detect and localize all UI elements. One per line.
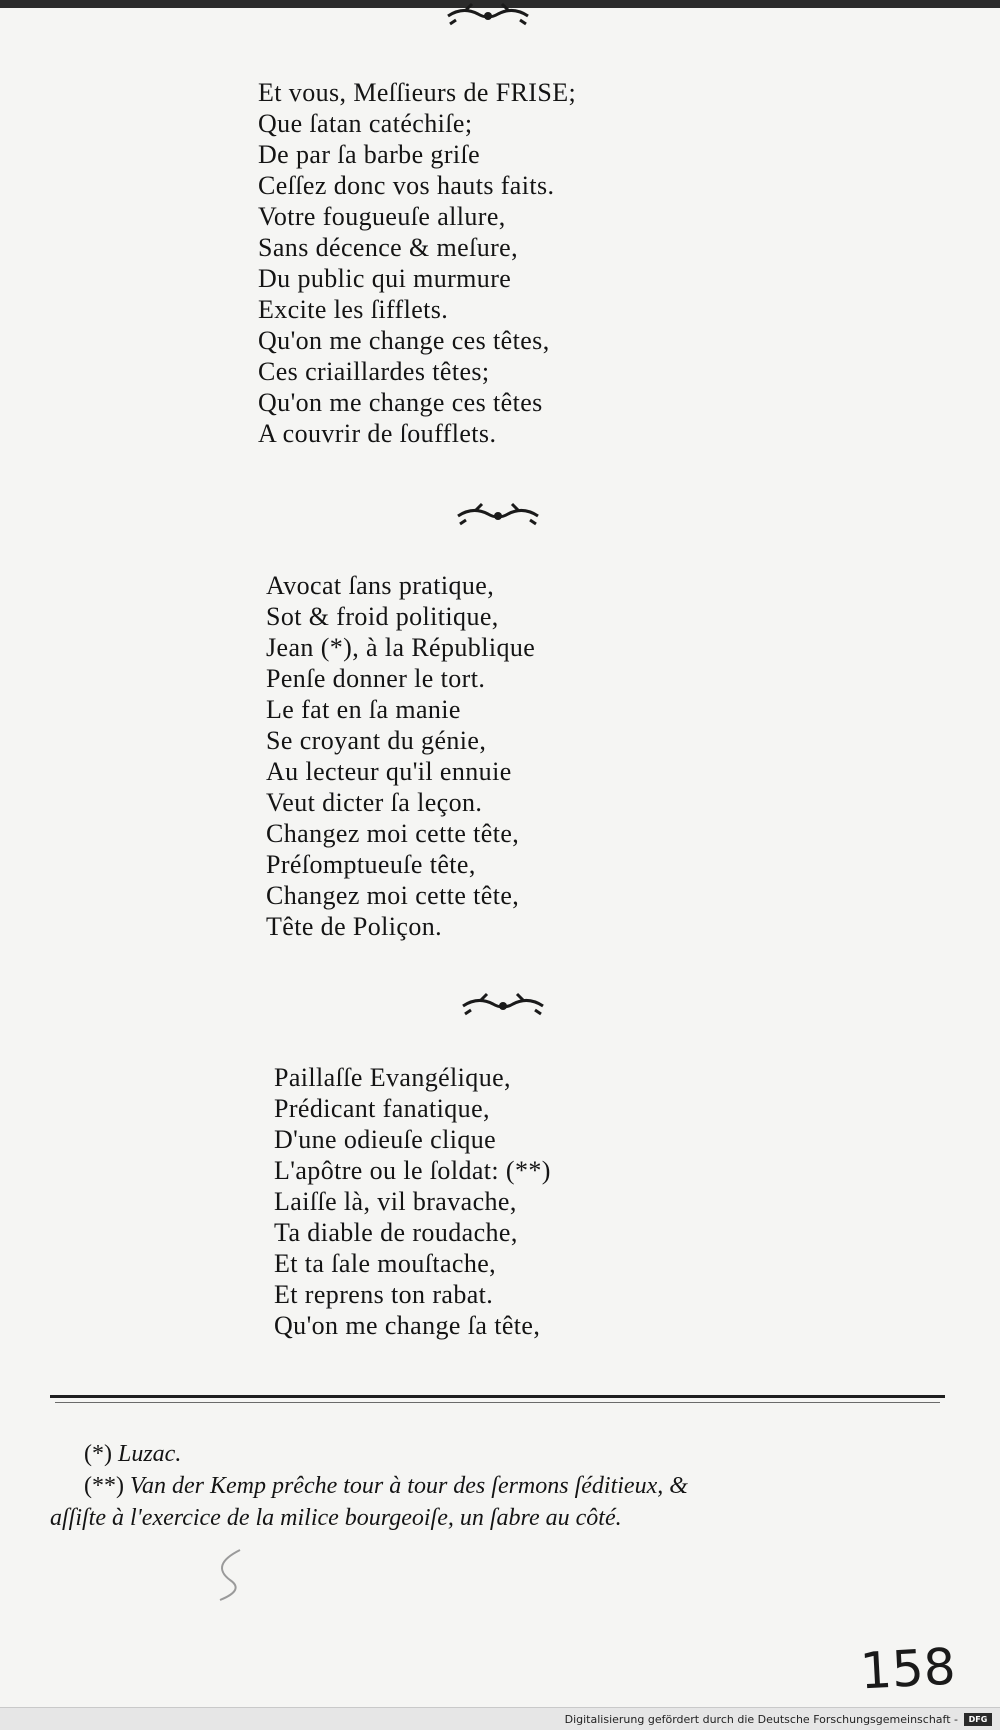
footnote-text: Luzac. [117,1441,182,1467]
verse-line: Paillaſſe Evangélique, [274,1063,511,1092]
credit-strip [0,1707,1000,1730]
footnote-separator-rule-thin [55,1402,940,1403]
verse-line: Qu'on me change ces têtes [258,388,543,417]
verse-line: Changez moi cette tête, [266,819,520,848]
stanza-2 [266,570,535,942]
footnotes [50,1438,950,1534]
footnote-mark: (*) [84,1441,112,1467]
verse-line: Sans décence & meſure, [258,233,519,262]
verse-line: Ta diable de roudache, [274,1218,518,1247]
dfg-logo: DFG [964,1713,992,1726]
footnote-text: aſſiſte à l'exercice de la milice bourgeoiſe, un ſabre au côté. [50,1505,622,1531]
verse-line: Que ſatan catéchiſe; [258,109,473,138]
stanza-3 [274,1062,551,1341]
verse-line: Penſe donner le tort. [266,664,486,693]
verse-line: Et ta ſale mouſtache, [274,1249,497,1278]
stanza-1 [258,77,576,449]
verse-line: De par ſa barbe griſe [258,140,481,169]
verse-line: D'une odieuſe clique [274,1125,497,1154]
verse-line: Qu'on me change ſa tête, [274,1311,541,1340]
verse-line: L'apôtre ou le ſoldat: (**) [274,1156,551,1185]
verse-line: Laiſſe là, vil bravache, [274,1187,517,1216]
verse-line: Du public qui murmure [258,264,512,293]
verse-line: Et vous, Meſſieurs de FRISE; [258,78,577,107]
verse-line: Et reprens ton rabat. [274,1280,494,1309]
verse-line: Jean (*), à la République [266,633,536,662]
fleuron-ornament [448,500,548,528]
verse-line: Ceſſez donc vos hauts faits. [258,171,555,200]
page-number-handwritten: 158 [858,1637,957,1701]
verse-line: Se croyant du génie, [266,726,487,755]
verse-line: Au lecteur qu'il ennuie [266,757,512,786]
verse-line: Veut dicter ſa leçon. [266,788,483,817]
verse-line: Excite les ſifflets. [258,295,449,324]
verse-line: Sot & froid politique, [266,602,499,631]
fleuron-ornament-top [438,0,538,28]
verse-line: Avocat ſans pratique, [266,571,495,600]
fleuron-ornament [453,990,553,1018]
verse-line: A couvrir de ſoufflets. [258,419,497,448]
pencil-mark [200,1545,260,1605]
digitization-credit: Digitalisierung gefördert durch die Deutsche Forschungsgemeinschaft - [564,1713,958,1726]
verse-line: Le fat en ſa manie [266,695,461,724]
verse-line: Prédicant fanatique, [274,1094,490,1123]
verse-line: Préſomptueuſe tête, [266,850,476,879]
footnote-2 [50,1470,950,1502]
footnote-separator-rule [50,1395,945,1398]
footnote-mark: (**) [84,1473,124,1499]
verse-line: Qu'on me change ces têtes, [258,326,550,355]
footnote-text: Van der Kemp prêche tour à tour des ſermons ſéditieux, & [129,1473,688,1499]
footnote-1 [50,1438,950,1470]
footnote-2-continued [50,1502,950,1534]
verse-line: Ces criaillardes têtes; [258,357,490,386]
verse-line: Votre fougueuſe allure, [258,202,506,231]
verse-line: Changez moi cette tête, [266,881,520,910]
verse-line: Tête de Poliçon. [266,912,443,941]
